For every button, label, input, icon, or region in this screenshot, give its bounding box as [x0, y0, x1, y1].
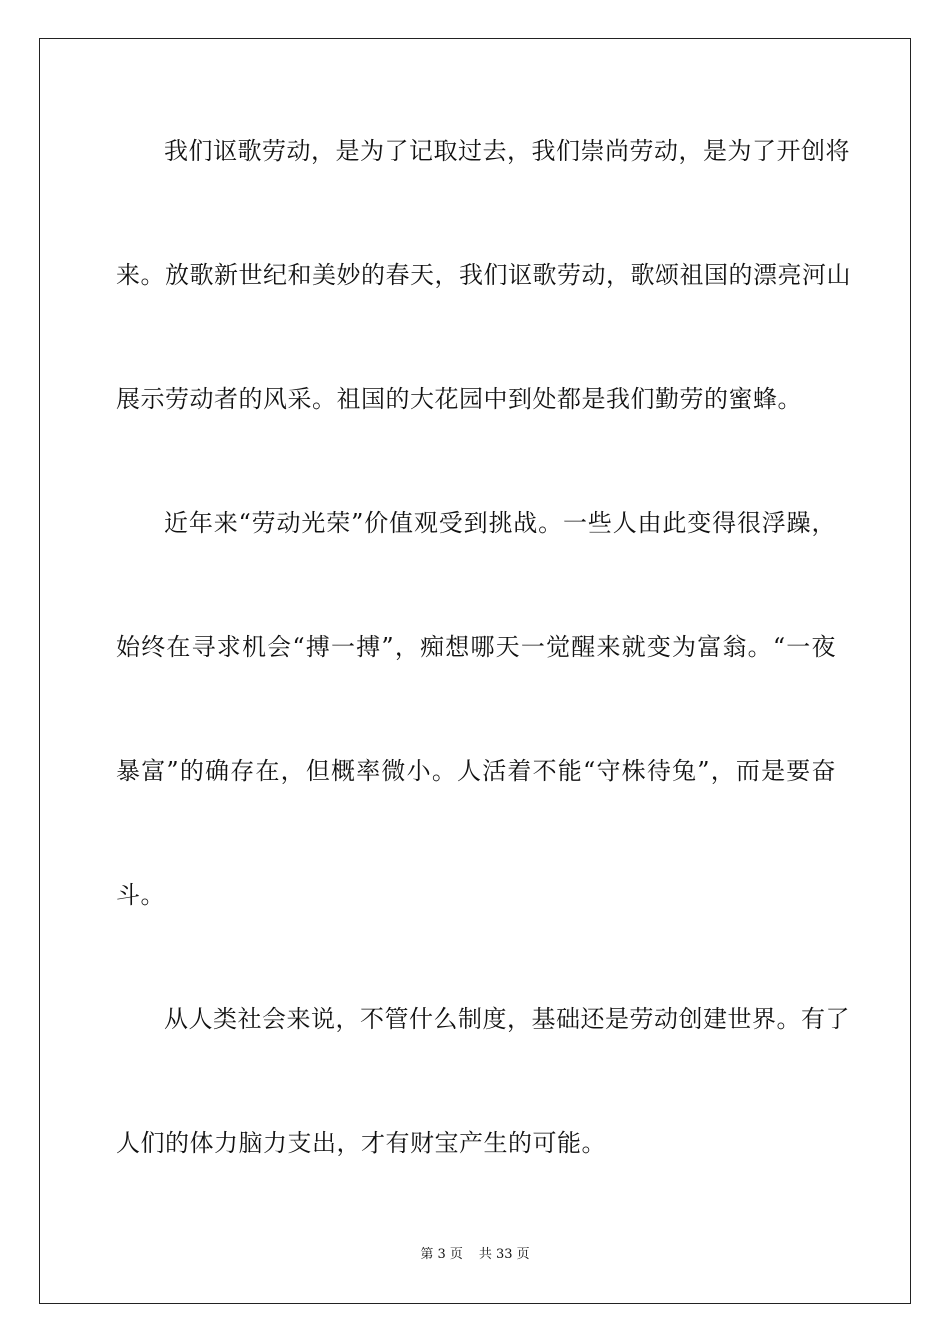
page-footer [0, 1246, 950, 1264]
page-number: 第 3 页 [420, 1247, 463, 1262]
page-total: 共 33 页 [478, 1247, 530, 1262]
paragraph-2-line-2: 始终在寻求机会“搏一搏”，痴想哪天一觉醒来就变为富翁。“一夜 [116, 633, 836, 661]
paragraph-3-line-1: 从人类社会来说，不管什么制度，基础还是劳动创建世界。有了 [164, 1005, 850, 1033]
paragraph-2-line-3: 暴富”的确存在，但概率微小。人活着不能“守株待兔”，而是要奋 [116, 757, 836, 785]
paragraph-1-line-3: 展示劳动者的风采。祖国的大花园中到处都是我们勤劳的蜜蜂。 [116, 385, 802, 413]
page-border [39, 38, 911, 1304]
paragraph-1-line-2: 来。放歌新世纪和美妙的春天，我们讴歌劳动，歌颂祖国的漂亮河山 [116, 261, 851, 289]
paragraph-2-line-1: 近年来“劳动光荣”价值观受到挑战。一些人由此变得很浮躁， [164, 509, 836, 537]
paragraph-3-line-2: 人们的体力脑力支出，才有财宝产生的可能。 [116, 1129, 606, 1157]
paragraph-2-line-4: 斗。 [116, 881, 165, 909]
paragraph-1-line-1: 我们讴歌劳动，是为了记取过去，我们崇尚劳动，是为了开创将 [164, 137, 850, 165]
